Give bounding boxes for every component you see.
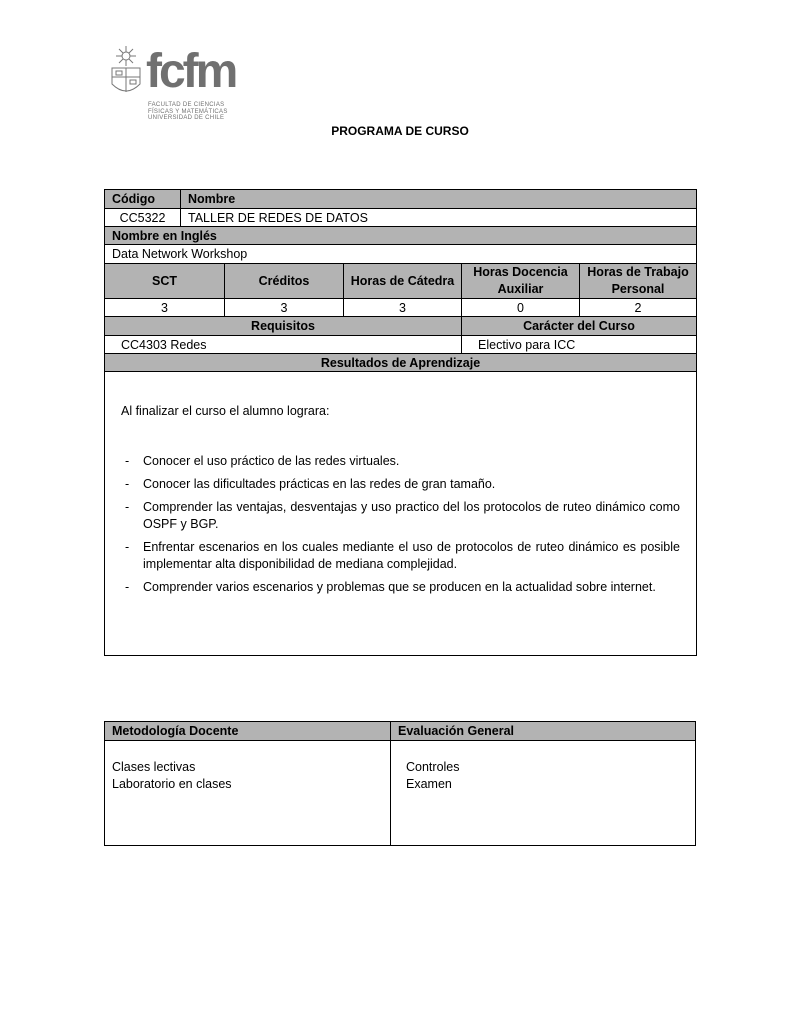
hours-header-sct: SCT (152, 274, 177, 288)
evaluacion-list (406, 759, 460, 793)
resultados-list (121, 453, 680, 596)
methodology-header-row (105, 722, 695, 741)
requisitos-label: Requisitos (251, 319, 315, 333)
hours-header-row (105, 264, 696, 299)
hours-value-catedra: 3 (343, 299, 461, 316)
list-item: Clases lectivas (112, 760, 196, 774)
page-title: PROGRAMA DE CURSO (331, 124, 469, 138)
hours-value-sct: 3 (161, 300, 168, 315)
list-item: Controles (406, 760, 460, 774)
nombre-label: Nombre (180, 190, 696, 208)
hours-header-auxiliar: Horas Docencia Auxiliar (461, 264, 579, 298)
methodology-table (104, 721, 696, 846)
logo-wordmark: fcfm (146, 45, 236, 98)
code-name-header-row (105, 190, 696, 209)
list-item: - Comprender las ventajas, desventajas y uso practico del los protocolos de ruteo dinámico como OSPF y BGP. (121, 499, 680, 533)
codigo-label: Código (112, 192, 156, 206)
metodologia-label: Metodología Docente (112, 724, 239, 738)
code-name-value-row (105, 209, 696, 227)
hours-header-personal: Horas de Trabajo Personal (579, 264, 696, 298)
hours-header-creditos: Créditos (224, 264, 343, 298)
list-item: - Conocer el uso práctico de las redes virtuales. (121, 453, 680, 470)
hours-value-personal: 2 (579, 299, 696, 316)
nombre-ingles-value: Data Network Workshop (112, 247, 248, 261)
column-divider (390, 741, 391, 845)
hours-header-catedra: Horas de Cátedra (343, 264, 461, 298)
english-name-header-row (105, 227, 696, 245)
english-name-value-row (105, 245, 696, 264)
hours-value-auxiliar: 0 (461, 299, 579, 316)
requisitos-value: CC4303 Redes (121, 337, 207, 352)
hours-value-row (105, 299, 696, 317)
list-item: - Conocer las dificultades prácticas en las redes de gran tamaño. (121, 476, 680, 493)
university-emblem-icon (108, 44, 144, 100)
hours-value-creditos: 3 (224, 299, 343, 316)
nombre-ingles-label: Nombre en Inglés (112, 228, 217, 243)
course-table (104, 189, 697, 656)
resultados-label: Resultados de Aprendizaje (320, 355, 481, 370)
codigo-value: CC5322 (119, 210, 166, 225)
caracter-value: Electivo para ICC (461, 336, 696, 353)
list-item: - Enfrentar escenarios en los cuales mediante el uso de protocolos de ruteo dinámico es posible implementar alta disponibilidad de mediana complejidad. (121, 539, 680, 573)
logo-subtitle: FACULTAD DE CIENCIAS FÍSICAS Y MATEMÁTICAS UNIVERSIDAD DE CHILE (148, 102, 228, 121)
metodologia-list (112, 759, 232, 793)
list-item: Laboratorio en clases (112, 777, 232, 791)
resultados-content (121, 403, 680, 602)
requisitos-header-row (105, 317, 696, 336)
requisitos-value-row (105, 336, 696, 354)
evaluacion-label: Evaluación General (390, 722, 695, 740)
resultados-intro: Al finalizar el curso el alumno lograra: (121, 404, 330, 418)
nombre-value: TALLER DE REDES DE DATOS (180, 209, 696, 226)
fcfm-logo (108, 44, 236, 124)
resultados-header-row (105, 354, 696, 372)
caracter-label: Carácter del Curso (461, 317, 696, 335)
list-item: Examen (406, 777, 452, 791)
list-item: - Comprender varios escenarios y problemas que se producen en la actualidad sobre internet. (121, 579, 680, 596)
